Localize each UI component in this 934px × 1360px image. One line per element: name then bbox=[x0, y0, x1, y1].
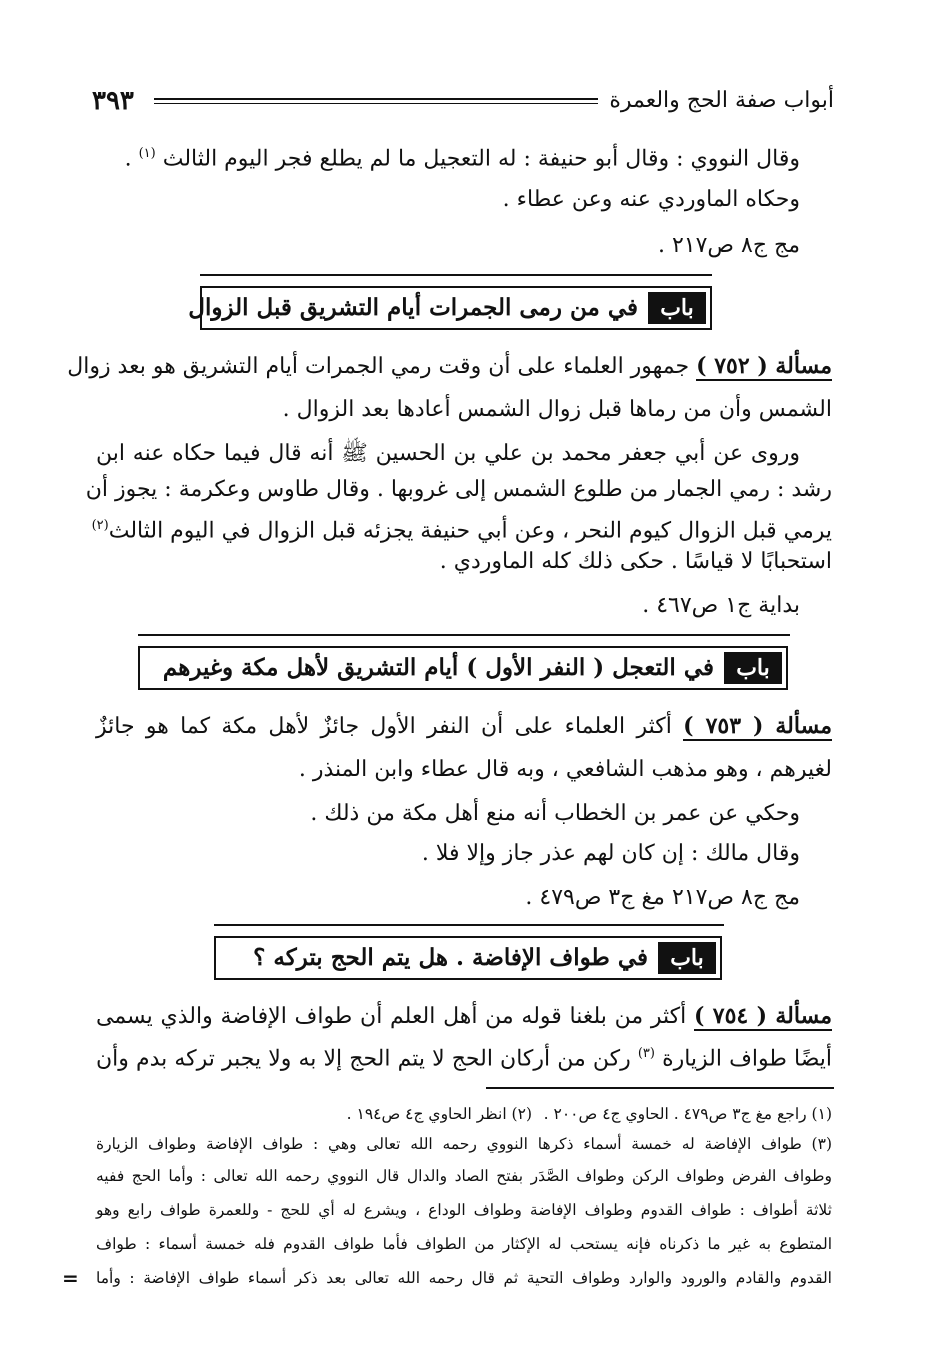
footnote-1: (١) راجع مغ ج٣ ص٤٧٩ . الحاوي ج٤ ص٢٠٠ . bbox=[543, 1105, 832, 1123]
footnote-2: (٢) انظر الحاوي ج٤ ص١٩٤ . bbox=[346, 1105, 532, 1123]
section-title: في طواف الإفاضة . هل يتم الحج بتركه ؟ bbox=[253, 944, 648, 971]
text-line: أيضًا طواف الزيارة $^{(٣)}$ ركن من أركان الحج لا يتم الحج إلا به ولا يجبر تركه بدم وأن bbox=[96, 1046, 833, 1072]
masala-label: مسألة ( ٧٥٢ ) bbox=[696, 353, 832, 379]
reference-line: مج ج٨ ص٢١٧ . bbox=[657, 233, 800, 258]
section-heading bbox=[214, 936, 722, 980]
text-line: وروى عن أبي جعفر محمد بن علي بن الحسين ﷺ أنه قال فيما حكاه عنه ابن bbox=[96, 441, 800, 466]
masala-label: مسألة ( ٧٥٣ ) bbox=[683, 713, 832, 739]
text-line: يرمي قبل الزوال كيوم النحر ، وعن أبي حنيفة يجزئه قبل الزوال في اليوم الثالث$^{(٢)}$ bbox=[91, 518, 832, 544]
footnote-marker: (٢) bbox=[91, 518, 109, 533]
section-rule bbox=[200, 274, 712, 276]
footnote-3-line: ثلاثة أطواف : طواف القدوم وطواف الإفاضة وطواف الوداع ، ويشرع له أي للحج - وللعمرة طواف رابع وهو bbox=[96, 1201, 832, 1219]
text-line: استحبابًا لا قياسًا . حكى ذلك كله الماوردي . bbox=[439, 549, 832, 574]
text-line: وقال مالك : إن كان لهم عذر جاز وإلا فلا . bbox=[421, 841, 800, 866]
section-title: في من رمى الجمرات أيام التشريق قبل الزوال bbox=[188, 294, 638, 321]
footnote-line bbox=[96, 1100, 832, 1128]
footnote-marker: (٣) bbox=[637, 1046, 655, 1061]
page-number: ٣٩٣ bbox=[92, 86, 134, 116]
footnote-3-line: المتطوع به غير ما ذكرناه فإنه يستحب له الإكثار من الطواف فأما طواف القدوم فله خمسة أسماء : طواف bbox=[96, 1235, 832, 1253]
footnote-3-line: وطواف الفرض وطواف الركن وطواف الصَّدَر بفتح الصاد والدال قال النووي رحمه الله تعالى : وأما الحج ففيه bbox=[96, 1167, 832, 1185]
text-line: رشد : رمي الجمار من طلوع الشمس إلى غروبها . وقال طاوس وعكرمة : يجوز أن bbox=[85, 477, 832, 502]
header-rule bbox=[154, 98, 598, 104]
section-heading bbox=[138, 646, 788, 690]
bab-label: باب bbox=[658, 942, 716, 974]
text-line: وحكي عن عمر بن الخطاب أنه منع أهل مكة من ذلك . bbox=[310, 801, 800, 826]
bab-label: باب bbox=[648, 292, 706, 324]
text-line: مسألة ( ٧٥٣ ) أكثر العلماء على أن النفر الأول جائزٌ لأهل مكة كما هو جائزٌ bbox=[96, 713, 832, 739]
text-line: وقال النووي : وقال أبو حنيفة : له التعجيل ما لم يطلع فجر اليوم الثالث $^{(١)}$ . bbox=[124, 146, 800, 172]
text-line: مسألة ( ٧٥٤ ) أكثر من بلغنا قوله من أهل العلم أن طواف الإفاضة والذي يسمى bbox=[96, 1003, 832, 1029]
continued-mark: = bbox=[62, 1266, 79, 1290]
running-header bbox=[92, 84, 834, 118]
text-line: وحكاه الماوردي عنه وعن عطاء . bbox=[502, 187, 800, 212]
footnote-3-line: (٣) طواف الإفاضة له خمسة أسماء ذكرها النووي رحمه الله تعالى وهي : طواف الإفاضة وطواف الزيارة bbox=[96, 1135, 832, 1153]
section-rule bbox=[214, 924, 724, 926]
bab-label: باب bbox=[724, 652, 782, 684]
footnote-marker: (١) bbox=[138, 146, 156, 161]
section-heading bbox=[188, 286, 712, 330]
footnote-rule bbox=[486, 1087, 834, 1089]
reference-line: بداية ج١ ص٤٦٧ . bbox=[642, 593, 800, 618]
masala-label: مسألة ( ٧٥٤ ) bbox=[693, 1003, 832, 1029]
section-rule bbox=[138, 634, 790, 636]
text-line: الشمس وأن من رماها قبل زوال الشمس أعادها بعد الزوال . bbox=[282, 397, 832, 422]
running-title: أبواب صفة الحج والعمرة bbox=[609, 88, 834, 113]
section-title: في التعجل ( النفر الأول ) أيام التشريق لأهل مكة وغيرهم bbox=[162, 654, 714, 681]
text-line: لغيرهم ، وهو مذهب الشافعي ، وبه قال عطاء وابن المنذر . bbox=[298, 757, 832, 782]
text-line: مسألة ( ٧٥٢ ) جمهور العلماء على أن وقت رمي الجمرات أيام التشريق هو بعد زوال bbox=[67, 353, 832, 379]
footnote-3-line: القدوم والقادم والورود والوارد وطواف التحية ثم قال رحمه الله تعالى بعد ذكر أسماء طواف الإفاضة : وأما bbox=[96, 1269, 832, 1287]
reference-line: مج ج٨ ص٢١٧ مغ ج٣ ص٤٧٩ . bbox=[525, 885, 800, 910]
